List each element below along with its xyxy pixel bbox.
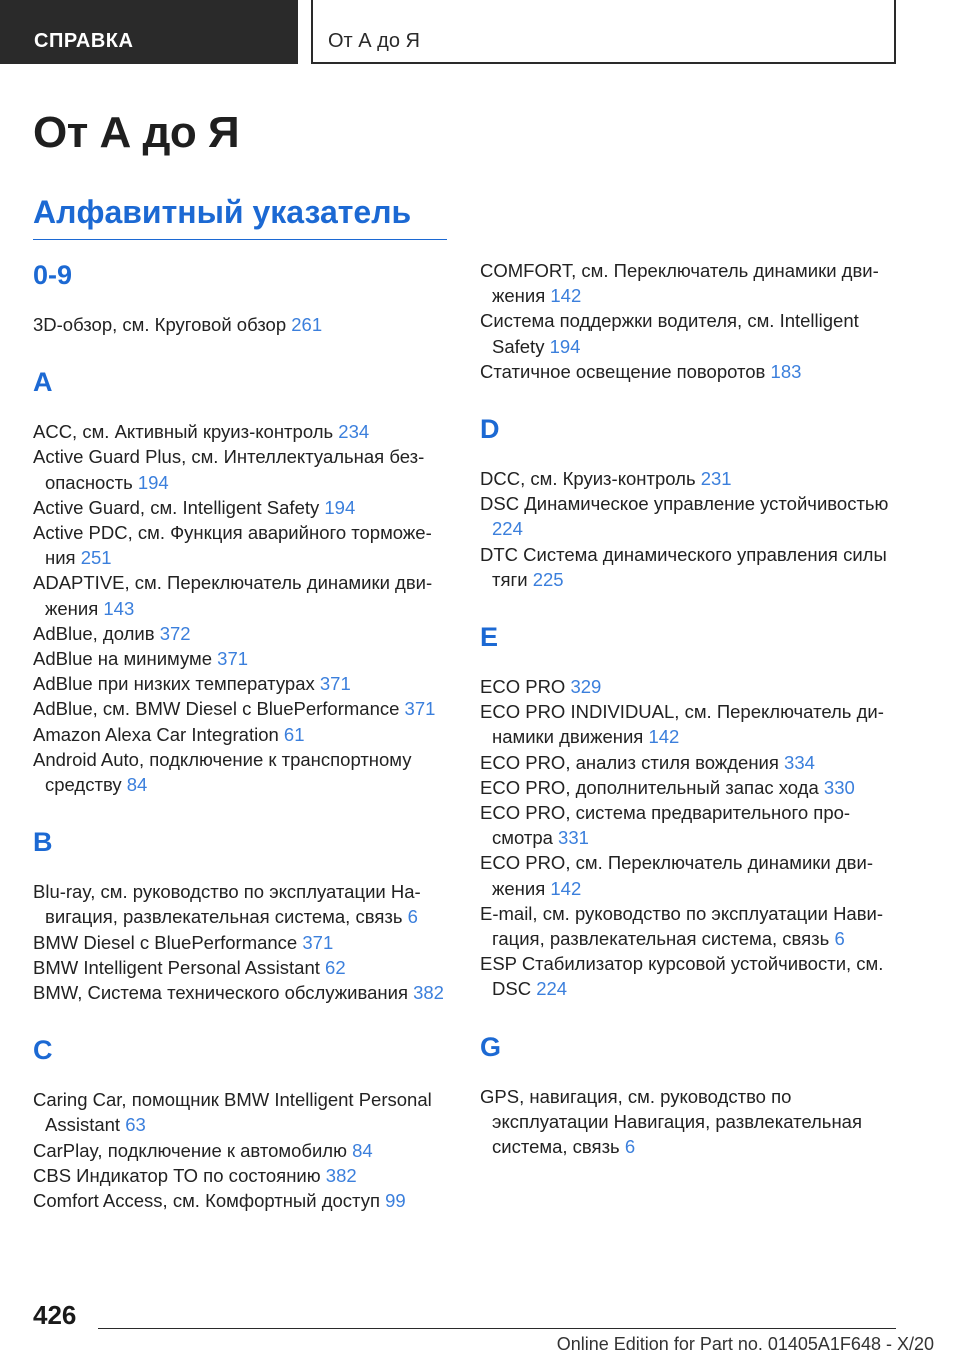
index-entry-text: ECO PRO, см. Переключатель динамики движения bbox=[480, 852, 873, 899]
index-page-link[interactable]: 224 bbox=[536, 978, 568, 1000]
index-entry bbox=[33, 930, 453, 955]
index-entry bbox=[480, 308, 900, 358]
index-page-link[interactable]: 63 bbox=[125, 1114, 146, 1136]
index-entry bbox=[33, 621, 453, 646]
index-letter-heading: D bbox=[480, 414, 500, 445]
index-page-link[interactable]: 371 bbox=[319, 673, 351, 695]
index-entry bbox=[480, 775, 900, 800]
index-entry-text: ESP Стабилизатор курсовой устойчивости, см. DSC bbox=[480, 953, 884, 1000]
index-entry bbox=[480, 1084, 900, 1160]
index-entry-text: AdBlue, долив bbox=[33, 622, 155, 644]
index-letter-heading: 0-9 bbox=[33, 260, 73, 290]
index-entry-text: Active Guard Plus, см. Интеллектуальная безопасность bbox=[33, 446, 425, 493]
header-chapter-tab[interactable]: От А до Я bbox=[311, 0, 896, 64]
index-entry-text: ADAPTIVE, см. Переключатель динамики движения bbox=[33, 572, 433, 619]
index-page-link[interactable]: 194 bbox=[137, 471, 169, 493]
index-page-link[interactable]: 329 bbox=[570, 676, 602, 698]
index-entry bbox=[480, 750, 900, 775]
index-entry-text: Android Auto, подключение к транспортному средству bbox=[33, 748, 412, 796]
index-entry-text: BMW Diesel с BluePerformance bbox=[33, 931, 298, 953]
index-entry-text: ECO PRO, система предварительного просмотра bbox=[480, 802, 851, 849]
index-page-link[interactable]: 231 bbox=[700, 468, 732, 490]
index-entry bbox=[480, 699, 900, 749]
index-entry bbox=[480, 674, 900, 699]
index-entry-text: Active Guard, см. Intelligent Safety bbox=[33, 496, 320, 518]
index-entry bbox=[33, 1188, 453, 1213]
index-entry bbox=[33, 1138, 453, 1163]
index-entry bbox=[480, 491, 900, 541]
index-page-link[interactable]: 143 bbox=[103, 597, 135, 619]
index-letter-heading: E bbox=[480, 622, 499, 653]
index-entry-text: BMW, Система технического обслуживания bbox=[33, 982, 408, 1004]
index-entry bbox=[480, 951, 900, 1001]
index-entry-text: AdBlue на минимуме bbox=[33, 648, 213, 670]
index-entry-text: AdBlue, см. BMW Diesel с BluePerformance bbox=[33, 698, 400, 720]
index-entry bbox=[33, 696, 453, 721]
index-page-link[interactable]: 194 bbox=[324, 496, 356, 518]
index-letter-heading: B bbox=[33, 827, 53, 858]
index-entry-text: ECO PRO, дополнительный запас хода bbox=[480, 776, 819, 798]
header-section-tab[interactable]: СПРАВКА bbox=[0, 0, 298, 64]
index-page-link[interactable]: 261 bbox=[291, 314, 323, 335]
index-page-link[interactable]: 382 bbox=[413, 982, 444, 1004]
index-entry-text: DCC, см. Круиз-контроль bbox=[480, 468, 696, 490]
footer-divider bbox=[98, 1328, 896, 1329]
index-page-link[interactable]: 371 bbox=[302, 931, 334, 953]
index-column-right bbox=[480, 258, 900, 1159]
index-entry bbox=[33, 312, 453, 337]
index-entry bbox=[33, 671, 453, 696]
footer-edition: Online Edition for Part no. 01405A1F648 - X/20 bbox=[556, 1334, 934, 1354]
section-divider bbox=[33, 239, 447, 240]
index-entry-text: ACC, см. Активный круиз-контроль bbox=[33, 421, 334, 443]
index-page-link[interactable]: 194 bbox=[549, 335, 581, 357]
index-page-link[interactable]: 234 bbox=[338, 421, 370, 443]
index-page-link[interactable]: 6 bbox=[624, 1136, 636, 1158]
index-entry-text: AdBlue при низких температурах bbox=[33, 673, 315, 695]
index-entry-text: ECO PRO, анализ стиля вождения bbox=[480, 751, 779, 773]
index-page-link[interactable]: 372 bbox=[159, 622, 191, 644]
index-letter-heading: A bbox=[33, 367, 53, 398]
index-page-link[interactable]: 225 bbox=[532, 568, 564, 590]
index-entry bbox=[33, 444, 453, 494]
index-entry bbox=[480, 466, 900, 491]
index-page-link[interactable]: 331 bbox=[558, 827, 589, 849]
index-entry bbox=[480, 258, 900, 308]
index-entry bbox=[33, 722, 453, 747]
index-page-link[interactable]: 371 bbox=[217, 648, 249, 670]
index-page-link[interactable]: 84 bbox=[126, 774, 148, 796]
index-page-link[interactable]: 142 bbox=[648, 726, 680, 748]
index-page-link[interactable]: 84 bbox=[352, 1139, 373, 1161]
section-title: Алфавитный указатель bbox=[33, 194, 412, 230]
index-entry bbox=[480, 542, 900, 592]
index-entry bbox=[33, 1163, 453, 1188]
index-entry-text: Blu-ray, см. руководство по эксплуатации Навигация, развлекательная система, связь bbox=[33, 881, 421, 928]
index-entry-text: DTC Система динамического управления силы тяги bbox=[480, 543, 887, 590]
index-page-link[interactable]: 382 bbox=[325, 1164, 357, 1186]
index-page-link[interactable]: 61 bbox=[283, 723, 305, 745]
index-entry-text: GPS, навигация, см. руководство по эксплуатации Навигация, развлекательная система, связь bbox=[480, 1085, 862, 1158]
index-page-link[interactable]: 330 bbox=[823, 776, 855, 798]
index-entry bbox=[480, 359, 900, 384]
page-number: 426 bbox=[33, 1300, 77, 1330]
index-page-link[interactable]: 183 bbox=[770, 360, 802, 382]
index-page-link[interactable]: 371 bbox=[404, 698, 436, 720]
index-page-link[interactable]: 99 bbox=[385, 1190, 406, 1212]
index-entry-text: BMW Intelligent Personal Assistant bbox=[33, 956, 320, 978]
index-entry bbox=[480, 850, 900, 900]
index-entry-text: Amazon Alexa Car Integration bbox=[33, 723, 279, 745]
index-entry-text: ECO PRO INDIVIDUAL, см. Переключатель динамики движения bbox=[480, 701, 884, 748]
index-page-link[interactable]: 334 bbox=[784, 751, 815, 773]
index-column-left bbox=[33, 258, 453, 1213]
index-entry-text: E-mail, см. руководство по эксплуатации Навигация, развлекательная система, связь bbox=[480, 902, 884, 950]
index-entry bbox=[33, 747, 453, 797]
index-entry bbox=[33, 955, 453, 980]
index-page-link[interactable]: 142 bbox=[550, 877, 582, 899]
index-entry bbox=[480, 901, 900, 951]
index-entry bbox=[33, 520, 453, 570]
index-entry-text: Статичное освещение поворотов bbox=[480, 360, 766, 382]
index-entry-text: Система поддержки водителя, см. Intelligent Safety bbox=[480, 310, 859, 357]
index-entry-text: COMFORT, см. Переключатель динамики движения bbox=[480, 260, 879, 307]
index-entry bbox=[33, 570, 453, 620]
index-entry-text: ECO PRO bbox=[480, 676, 566, 698]
index-entry bbox=[33, 1087, 453, 1137]
index-entry-text: 3D-обзор, см. Круговой обзор bbox=[33, 314, 287, 335]
index-letter-heading: C bbox=[33, 1035, 53, 1066]
index-entry-text: DSC Динамическое управление устойчивостью bbox=[480, 493, 889, 515]
index-entry-text: CarPlay, подключение к автомобилю bbox=[33, 1139, 347, 1161]
index-entry bbox=[33, 646, 453, 671]
index-entry-text: CBS Индикатор ТО по состоянию bbox=[33, 1164, 321, 1186]
index-page-link[interactable]: 142 bbox=[550, 285, 582, 307]
index-entry-text: Comfort Access, см. Комфортный доступ bbox=[33, 1190, 380, 1212]
index-page-link[interactable]: 62 bbox=[325, 956, 346, 978]
index-entry-text: Caring Car, помощник BMW Intelligent Personal Assistant bbox=[33, 1089, 432, 1136]
index-entry bbox=[33, 495, 453, 520]
index-page-link[interactable]: 251 bbox=[80, 547, 112, 569]
index-page-link[interactable]: 224 bbox=[492, 518, 523, 540]
index-page-link[interactable]: 6 bbox=[834, 928, 845, 950]
index-entry bbox=[33, 879, 453, 929]
index-entry bbox=[33, 980, 453, 1005]
index-entry-text: Active PDC, см. Функция аварийного торможения bbox=[33, 522, 432, 569]
page-title: От А до Я bbox=[33, 108, 240, 157]
index-page-link[interactable]: 6 bbox=[407, 906, 418, 928]
index-letter-heading: G bbox=[480, 1031, 502, 1062]
index-entry bbox=[33, 419, 453, 444]
index-entry bbox=[480, 800, 900, 850]
